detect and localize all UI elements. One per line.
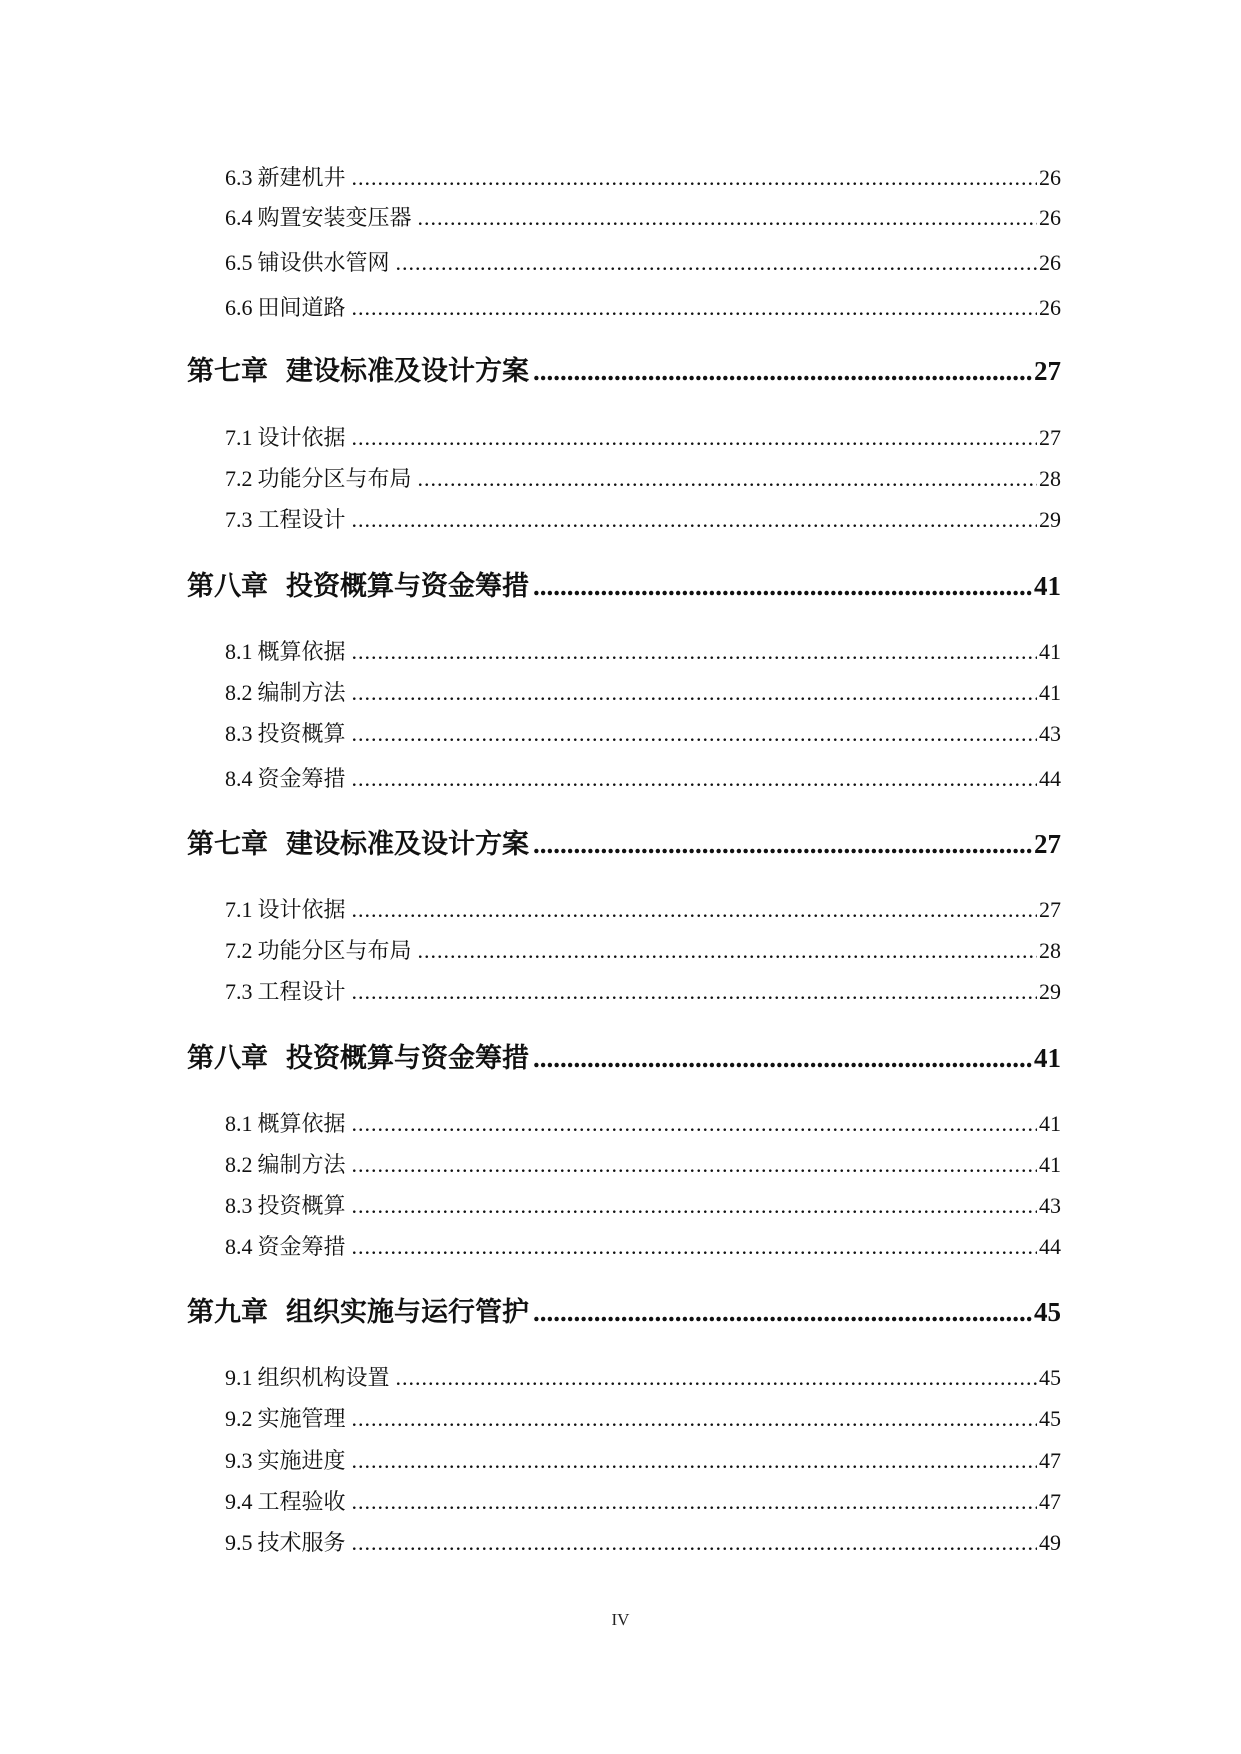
toc-entry-number: 8.4 xyxy=(225,1234,253,1259)
toc-entry-number: 7.1 xyxy=(225,425,253,450)
dot-leader xyxy=(533,1297,1032,1328)
toc-entry-label xyxy=(225,893,346,924)
toc-entry-title: 组织机构设置 xyxy=(257,1365,390,1390)
toc-entry-page: 47 xyxy=(1039,1448,1061,1473)
toc-chapter-title: 建设标准及设计方案 xyxy=(286,829,529,859)
toc-entry[interactable] xyxy=(225,762,1061,793)
toc-entry-number: 8.2 xyxy=(225,1152,253,1177)
toc-chapter[interactable] xyxy=(187,349,1061,388)
toc-entry-label xyxy=(225,1148,346,1179)
toc-chapter-title: 组织实施与运行管护 xyxy=(286,1297,529,1327)
toc-chapter-label xyxy=(187,822,529,861)
dot-leader xyxy=(352,897,1037,923)
toc-entry-label xyxy=(225,462,412,493)
dot-leader xyxy=(352,165,1037,191)
toc-entry-page: 41 xyxy=(1039,680,1061,705)
toc-entry[interactable] xyxy=(225,201,1061,232)
toc-entry-number: 7.3 xyxy=(225,507,253,532)
toc-entry-title: 资金筹措 xyxy=(257,766,346,791)
dot-leader xyxy=(418,466,1037,492)
toc-chapter-label xyxy=(187,564,529,603)
toc-entry-page: 26 xyxy=(1039,295,1061,320)
dot-leader xyxy=(352,507,1037,533)
dot-leader xyxy=(352,979,1037,1005)
dot-leader xyxy=(352,1152,1037,1178)
toc-chapter-number: 第八章 xyxy=(187,571,268,601)
toc-chapter-title: 投资概算与资金筹措 xyxy=(286,571,529,601)
toc-entry-number: 9.4 xyxy=(225,1489,253,1514)
toc-entry-page: 45 xyxy=(1039,1365,1061,1390)
dot-leader xyxy=(396,1365,1037,1391)
toc-entry-number: 6.3 xyxy=(225,165,253,190)
toc-chapter-label xyxy=(187,349,529,388)
toc-chapter[interactable] xyxy=(187,822,1061,861)
toc-chapter-page: 27 xyxy=(1034,356,1061,386)
toc-entry-label xyxy=(225,1444,346,1475)
toc-entry-label xyxy=(225,1485,346,1516)
toc-entry-page: 49 xyxy=(1039,1530,1061,1555)
toc-entry-number: 7.2 xyxy=(225,938,253,963)
toc-entry[interactable] xyxy=(225,462,1061,493)
toc-entry-number: 8.4 xyxy=(225,766,253,791)
toc-entry-label xyxy=(225,635,346,666)
dot-leader xyxy=(352,639,1037,665)
dot-leader xyxy=(533,356,1032,387)
toc-chapter[interactable] xyxy=(187,1290,1061,1329)
toc-entry-label xyxy=(225,201,412,232)
toc-entry-page: 28 xyxy=(1039,938,1061,963)
toc-entry-page: 29 xyxy=(1039,979,1061,1004)
toc-entry-page: 41 xyxy=(1039,1152,1061,1177)
toc-entry-label xyxy=(225,717,346,748)
toc-entry[interactable] xyxy=(225,1361,1061,1392)
toc-entry-page: 27 xyxy=(1039,897,1061,922)
toc-entry-title: 工程设计 xyxy=(257,507,346,532)
toc-entry-label xyxy=(225,934,412,965)
toc-chapter[interactable] xyxy=(187,564,1061,603)
toc-entry[interactable] xyxy=(225,1444,1061,1475)
toc-entry-number: 7.3 xyxy=(225,979,253,1004)
toc-chapter-label xyxy=(187,1290,529,1329)
toc-entry[interactable] xyxy=(225,421,1061,452)
toc-entry-number: 9.5 xyxy=(225,1530,253,1555)
toc-entry-page: 45 xyxy=(1039,1406,1061,1431)
toc-entry[interactable] xyxy=(225,161,1061,192)
toc-entry-title: 投资概算 xyxy=(257,721,346,746)
toc-entry-label xyxy=(225,762,346,793)
toc-entry-page: 26 xyxy=(1039,250,1061,275)
toc-entry-page: 28 xyxy=(1039,466,1061,491)
toc-entry[interactable] xyxy=(225,893,1061,924)
toc-chapter-number: 第九章 xyxy=(187,1297,268,1327)
toc-entry-number: 9.1 xyxy=(225,1365,253,1390)
dot-leader xyxy=(418,205,1037,231)
toc-entry-title: 实施进度 xyxy=(257,1448,346,1473)
dot-leader xyxy=(352,1111,1037,1137)
toc-entry[interactable] xyxy=(225,246,1061,277)
dot-leader xyxy=(352,1448,1037,1474)
toc-entry-title: 田间道路 xyxy=(257,295,346,320)
toc-entry-number: 7.1 xyxy=(225,897,253,922)
toc-entry-number: 6.5 xyxy=(225,250,253,275)
toc-entry-label xyxy=(225,975,346,1006)
dot-leader xyxy=(352,425,1037,451)
toc-entry-page: 26 xyxy=(1039,205,1061,230)
toc-entry-title: 资金筹措 xyxy=(257,1234,346,1259)
toc-entry-number: 8.1 xyxy=(225,639,253,664)
toc-entry-label xyxy=(225,291,346,322)
toc-entry-number: 8.2 xyxy=(225,680,253,705)
toc-entry-number: 6.4 xyxy=(225,205,253,230)
toc-entry[interactable] xyxy=(225,1148,1061,1179)
toc-entry[interactable] xyxy=(225,291,1061,322)
toc-entry-page: 29 xyxy=(1039,507,1061,532)
toc-entry-title: 设计依据 xyxy=(257,897,346,922)
toc-chapter-page: 41 xyxy=(1034,1043,1061,1073)
toc-entry-page: 41 xyxy=(1039,639,1061,664)
toc-chapter-label xyxy=(187,1036,529,1075)
toc-entry-label xyxy=(225,246,390,277)
toc-entry-label xyxy=(225,1107,346,1138)
toc-entry-label xyxy=(225,1526,346,1557)
toc-chapter-title: 建设标准及设计方案 xyxy=(286,356,529,386)
toc-entry-title: 功能分区与布局 xyxy=(257,466,412,491)
toc-entry-label xyxy=(225,503,346,534)
toc-entry[interactable] xyxy=(225,975,1061,1006)
toc-entry-title: 工程设计 xyxy=(257,979,346,1004)
dot-leader xyxy=(352,1193,1037,1219)
toc-entry-label xyxy=(225,161,346,192)
toc-entry-number: 6.6 xyxy=(225,295,253,320)
toc-entry[interactable] xyxy=(225,1189,1061,1220)
toc-entry-label xyxy=(225,1361,390,1392)
dot-leader xyxy=(352,1530,1037,1556)
toc-entry-page: 44 xyxy=(1039,1234,1061,1259)
toc-entry-page: 41 xyxy=(1039,1111,1061,1136)
toc-entry[interactable] xyxy=(225,503,1061,534)
dot-leader xyxy=(533,829,1032,860)
toc-entry[interactable] xyxy=(225,934,1061,965)
toc-entry-title: 编制方法 xyxy=(257,680,346,705)
toc-entry-label xyxy=(225,1402,346,1433)
toc-entry-page: 47 xyxy=(1039,1489,1061,1514)
page-number: IV xyxy=(611,1610,630,1629)
toc-chapter-page: 27 xyxy=(1034,829,1061,859)
toc-entry-title: 工程验收 xyxy=(257,1489,346,1514)
toc-entry-title: 购置安装变压器 xyxy=(257,205,412,230)
toc-entry-label xyxy=(225,676,346,707)
dot-leader xyxy=(533,1043,1032,1074)
toc-entry-page: 26 xyxy=(1039,165,1061,190)
toc-entry-number: 9.2 xyxy=(225,1406,253,1431)
dot-leader xyxy=(352,1234,1037,1260)
toc-entry-title: 功能分区与布局 xyxy=(257,938,412,963)
toc-entry-number: 8.3 xyxy=(225,721,253,746)
toc-entry-title: 铺设供水管网 xyxy=(257,250,390,275)
toc-entry-number: 9.3 xyxy=(225,1448,253,1473)
toc-entry-label xyxy=(225,421,346,452)
dot-leader xyxy=(533,571,1032,602)
toc-entry[interactable] xyxy=(225,1485,1061,1516)
toc-entry-number: 7.2 xyxy=(225,466,253,491)
toc-entry-title: 实施管理 xyxy=(257,1406,346,1431)
toc-entry-title: 新建机井 xyxy=(257,165,346,190)
dot-leader xyxy=(352,1489,1037,1515)
toc-entry-title: 设计依据 xyxy=(257,425,346,450)
toc-entry-page: 44 xyxy=(1039,766,1061,791)
toc-entry-title: 概算依据 xyxy=(257,1111,346,1136)
toc-entry[interactable] xyxy=(225,1107,1061,1138)
toc-entry[interactable] xyxy=(225,1230,1061,1261)
toc-entry-page: 27 xyxy=(1039,425,1061,450)
toc-entry-number: 8.1 xyxy=(225,1111,253,1136)
toc-chapter-page: 45 xyxy=(1034,1297,1061,1327)
dot-leader xyxy=(352,295,1037,321)
dot-leader xyxy=(352,1406,1037,1432)
toc-entry-title: 概算依据 xyxy=(257,639,346,664)
toc-entry[interactable] xyxy=(225,1402,1061,1433)
toc-entry[interactable] xyxy=(225,635,1061,666)
toc-chapter[interactable] xyxy=(187,1036,1061,1075)
dot-leader xyxy=(352,766,1037,792)
toc-entry-title: 技术服务 xyxy=(257,1530,346,1555)
toc-entry-label xyxy=(225,1230,346,1261)
toc-entry[interactable] xyxy=(225,676,1061,707)
toc-entry[interactable] xyxy=(225,717,1061,748)
toc-entry[interactable] xyxy=(225,1526,1061,1557)
toc-chapter-number: 第八章 xyxy=(187,1043,268,1073)
dot-leader xyxy=(352,721,1037,747)
toc-entry-title: 编制方法 xyxy=(257,1152,346,1177)
toc-entry-number: 8.3 xyxy=(225,1193,253,1218)
toc-chapter-title: 投资概算与资金筹措 xyxy=(286,1043,529,1073)
toc-chapter-number: 第七章 xyxy=(187,829,268,859)
toc-entry-label xyxy=(225,1189,346,1220)
toc-chapter-number: 第七章 xyxy=(187,356,268,386)
toc-entry-page: 43 xyxy=(1039,721,1061,746)
dot-leader xyxy=(396,250,1037,276)
dot-leader xyxy=(352,680,1037,706)
toc-entry-title: 投资概算 xyxy=(257,1193,346,1218)
toc-entry-page: 43 xyxy=(1039,1193,1061,1218)
dot-leader xyxy=(418,938,1037,964)
toc-chapter-page: 41 xyxy=(1034,571,1061,601)
